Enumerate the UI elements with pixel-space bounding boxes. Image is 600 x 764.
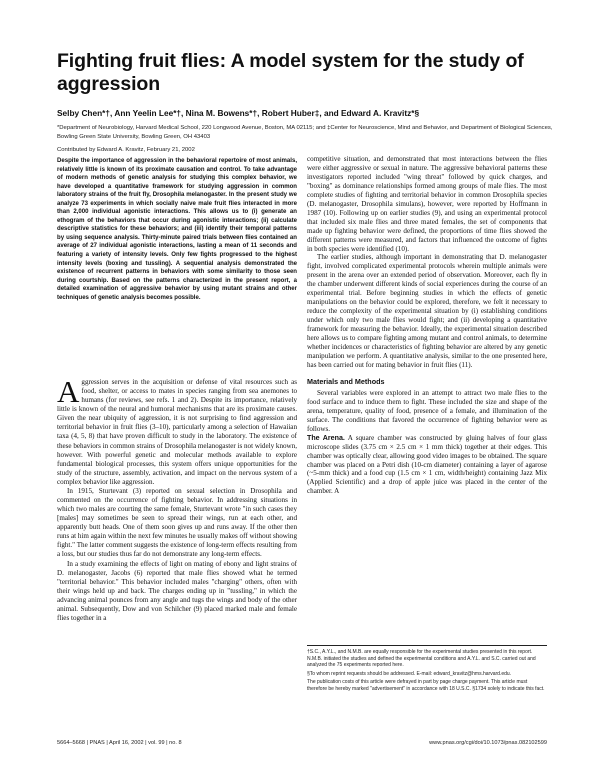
footnotes	[307, 645, 547, 695]
abstract: Despite the importance of aggression in the behavioral repertoire of most animals, relatively little is known of its proximate causation and control. To take advantage of modern methods of genetic analysis for studying this complex behavior, we have developed a quantitative framework for studying aggression in common laboratory strains of the fruit fly, Drosophila melanogaster. In the present study we analyze 73 experiments in which socially naive male fruit flies interacted in more than 2,000 individual agonistic interactions. This allows us to (i) generate an ethogram of the behaviors that occur during agonistic interactions; (ii) calculate descriptive statistics for these behaviors; and (iii) identify their temporal patterns by using sequence analysis. Thirty-minute paired trials between flies contained an average of 27 individual agonistic interactions, lasting a mean of 11 seconds and featuring a variety of intensity levels. Only few fights progressed to the highest intensity levels (boxing and tussling). A sequential analysis demonstrated the existence of recurrent patterns in behaviors with some similarity to those seen during courtship. Based on the patterns characterized in the present report, a detailed examination of aggressive behavior by using mutant strains and other techniques of genetic analysis becomes possible.	[57, 158, 297, 301]
right-paragraph-1: competitive situation, and demonstrated that most interactions between the flies were either aggressive or sexual in nature. The aggressive behavioral patterns these investigators reported included "wing threat" followed by quick charges, and "boxing" as dominance relationships formed among groups of male flies. The most complete studies of fighting and territorial behavior in common Drosophila species (D. melanogaster, Drosophila simulans), however, were reported by Hoffmann in 1987 (10). Following up on earlier studies (9), and using an experimental protocol that included six male flies and three mated females, the set of components that made up fighting behavior were defined, the proportions of time flies showed the different patterns were measured, and factors that influenced the outcome of fights in both species were identified (10).	[307, 155, 547, 253]
author-affiliations: *Department of Neurobiology, Harvard Medical School, 220 Longwood Avenue, Boston, MA 02115; and ‡Center for Neuroscience, Mind and Behavior, and Department of Biological Sciences, Bowling Green State University, Bowling Green, OH 43403	[57, 125, 553, 140]
arena-heading: The Arena.	[307, 433, 345, 442]
intro-column	[57, 374, 297, 623]
methods-heading: Materials and Methods	[307, 376, 385, 386]
page-footer-doi: www.pnas.org/cgi/doi/10.1073/pnas.082102599	[429, 740, 547, 746]
intro-paragraph-1	[57, 374, 297, 487]
right-column	[307, 155, 547, 496]
arena-paragraph	[307, 434, 547, 497]
footnote-publication-costs: The publication costs of this article were defrayed in part by page charge payment. This article must therefore be hereby marked "advertisement" in accordance with 18 U.S.C. §1734 solely to indicate this fact.	[307, 679, 545, 692]
article-title: Fighting fruit flies: A model system for the study of aggression	[57, 50, 524, 95]
drop-cap: A	[57, 374, 80, 409]
intro-paragraph-2: In 1915, Sturtevant (3) reported on sexual selection in Drosophila and commented on the occurrence of fighting behavior. In addressing situations in which two males are courting the same female, Sturtevant wrote "in such cases they [males] may sometimes be seen to spread their wings, run at each other, and apparently butt heads. One of them soon gives up and runs away. If the other then runs at him again within the next few minutes he usually makes off without showing fight." The latter comment suggests the existence of long-term effects resulting from a loss, but our studies thus far do not demonstrate any long-term effects.	[57, 486, 297, 559]
right-paragraph-2: The earlier studies, although important in demonstrating that D. melanogaster fight, involved complicated experimental protocols wherein multiple animals were present in the arena over an extended period of observation. Moreover, each fly in the chamber underwent different kinds of social experiences during the course of an experimental trial. Before beginning studies in which the effects of genetic manipulations on the behavior could be explored, therefore, we felt it necessary to reduce the complexity of the experimental situation by (i) establishing conditions under which only two male flies would fight; and (ii) developing a quantitative framework for measuring the behavior. Ideally, the experimental situation described here allows us to compare fighting among mutant and control animals, to determine whether incidences or characteristics of fighting behavior are altered by any genetic manipulation we perform. A quantitative analysis, similar to the one presented here, has been carried out for mating behavior in fruit flies (11).	[307, 253, 547, 369]
footnote-equal-contribution: †S.C., A.Y.L., and N.M.B. are equally responsible for the experimental studies presented in this report. N.M.B. initiated the studies and defined the experimental conditions and A.Y.L. and S.C. carried out and analyzed the 75 experiments reported here.	[307, 649, 536, 669]
intro-paragraph-3: In a study examining the effects of light on mating of ebony and light strains of D. melanogaster, Jacobs (6) reported that male flies showed what he termed "territorial behavior." This behavior included males "charging" others, often with their wings held up and back. The charges ending up in "tussling," in which the advancing animal pounces from any angle and tugs the wings and body of the other animal. Subsequently, Dow and von Schilcher (9) placed marked male and female flies together in a	[57, 559, 297, 623]
methods-paragraph-1: Several variables were explored in an attempt to attract two male flies to the food surface and to induce them to fight. These included the size and shape of the arena, temperature, quality of food, presence of a female, and illumination of the surface. The conditions that favored the occurrence of fighting behavior were as follows.	[307, 388, 547, 433]
arena-paragraph-text: A square chamber was constructed by gluing halves of four glass microscope slides (3.75 cm × 2.5 cm × 1 mm thick) together at their edges. This chamber was optically clear, allowing good video images to be obtained. The square chamber was placed on a Petri dish (10-cm diameter) containing a layer of agarose (~5-mm thick) and a food cup (1.5 cm × 1 cm, width/height) containing Jazz Mix (Applied Scientific) and a drop of apple juice was placed in the center of the chamber. A	[307, 433, 547, 496]
page-footer-citation: 5664–5668 | PNAS | April 16, 2002 | vol. 99 | no. 8	[57, 740, 182, 746]
contributed-line: Contributed by Edward A. Kravitz, February 21, 2002	[57, 147, 195, 153]
intro-paragraph-1-text: ggression serves in the acquisition or defense of vital resources such as food, shelter, or access to mates in species ranging from sea anemones to humans (for reviews, see refs. 1 and 2). Despite its importance, relatively little is known of the neural and humoral mechanisms that are its proximate causes. Given the near ubiquity of aggression, it is not surprising to find aggression and territorial behavior in fruit flies (3–10), particularly among a selection of Hawaiian taxa (4, 5, 8) that have proven difficult to study in the laboratory. The existence of these behaviors in common strains of Drosophila melanogaster is not widely known, however. With powerful genetic and molecular methods available to explore fundamental biological processes, this system offers unique opportunities for the study of the structure, assembly, activation, and impact on the nervous system of a complex behavior like aggression.	[57, 378, 297, 486]
author-list: Selby Chen*†, Ann Yeelin Lee*†, Nina M. Bowens*†, Robert Huber‡, and Edward A. Kravitz*§	[57, 108, 420, 118]
footnote-reprint-requests: §To whom reprint requests should be addressed. E-mail: edward_kravitz@hms.harvard.edu.	[307, 670, 512, 677]
